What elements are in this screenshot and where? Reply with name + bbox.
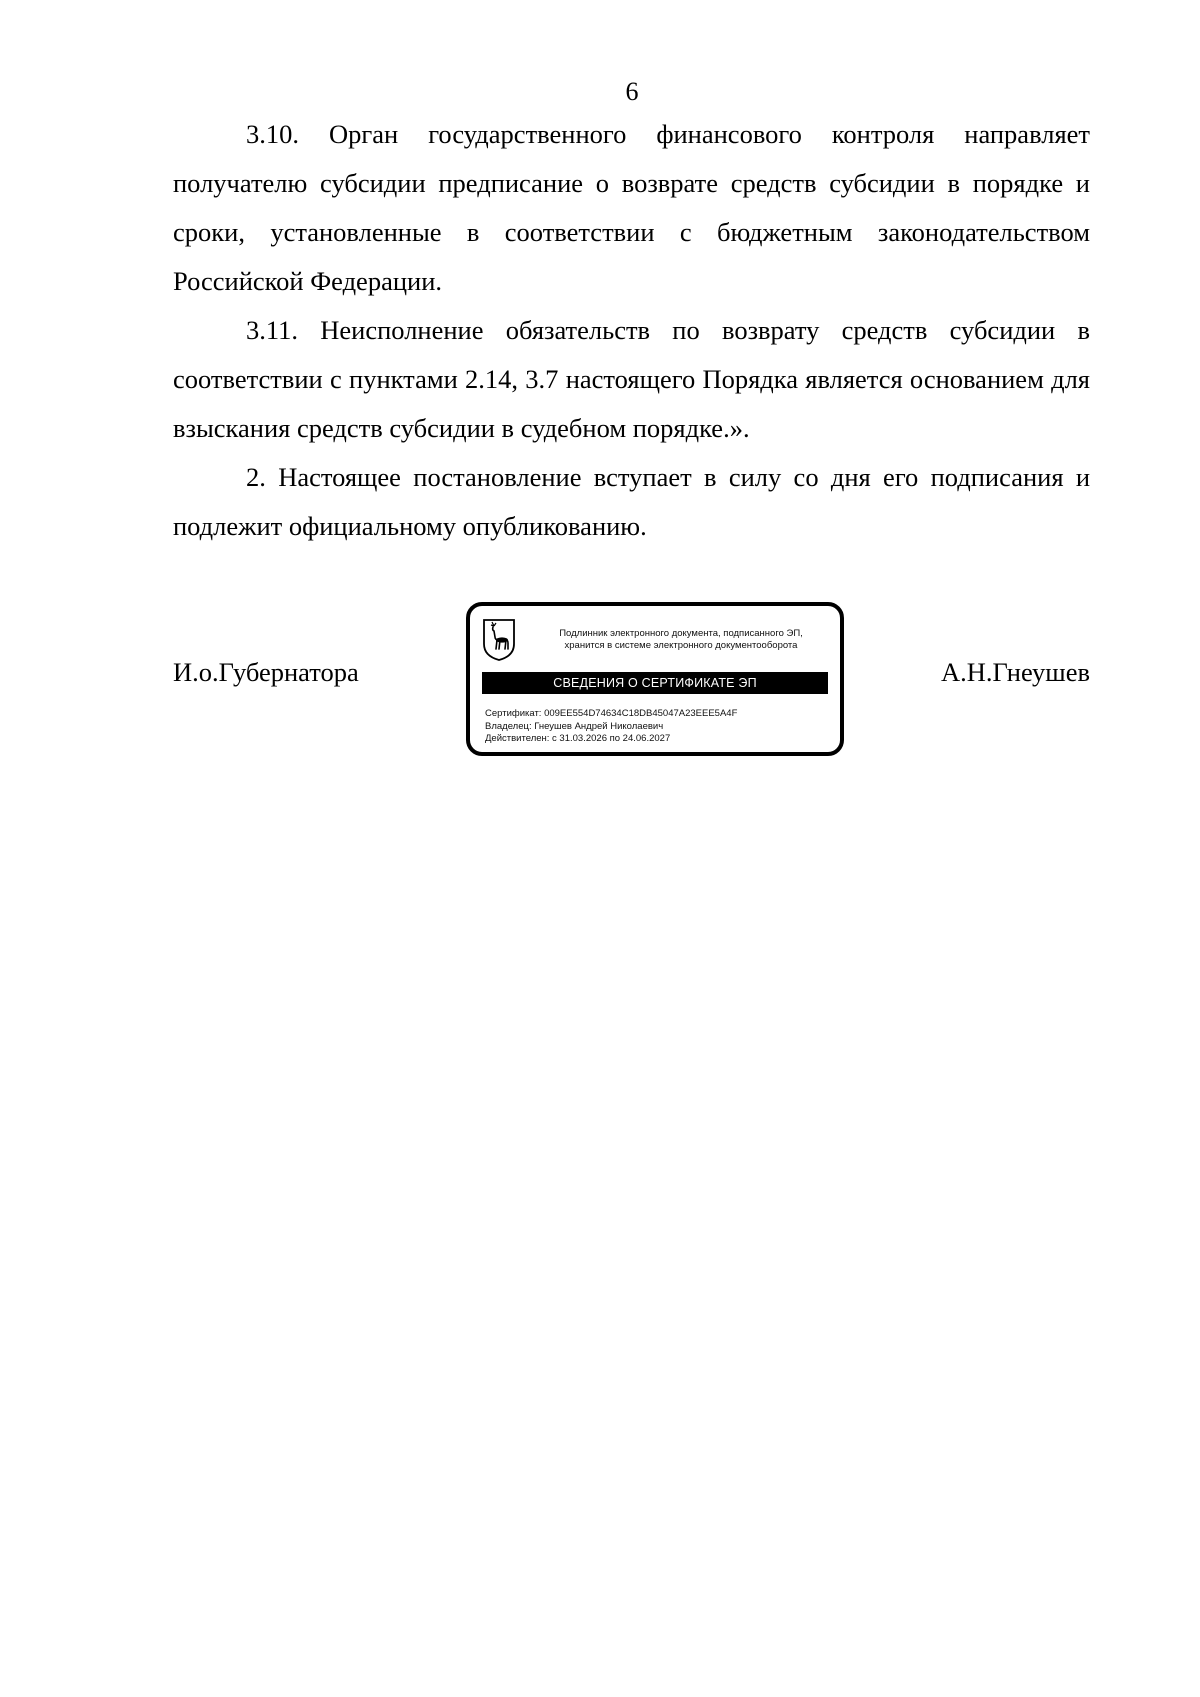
paragraph-3-11: 3.11. Неисполнение обязательств по возврату средств субсидии в соответствии с пунктами 2.14, 3.7 настоящего Порядка является основанием для взыскания средств субсидии в судебном порядке.». xyxy=(173,315,1090,443)
page-number: 6 xyxy=(625,77,639,106)
certificate-info-bar: СВЕДЕНИЯ О СЕРТИФИКАТЕ ЭП xyxy=(482,672,828,694)
paragraph-2: 2. Настоящее постановление вступает в силу со дня его подписания и подлежит официальному опубликованию. xyxy=(173,462,1090,541)
certificate-details xyxy=(485,708,737,746)
electronic-signature-stamp xyxy=(466,602,844,756)
paragraph-3-10: 3.10. Орган государственного финансового контроля направляет получателю субсидии предписание о возврате средств субсидии в порядке и сроки, установленные в соответствии с бюджетным законодательством Российской Федерации. xyxy=(173,119,1090,296)
stamp-header-line-1: Подлинник электронного документа, подписанного ЭП, xyxy=(559,628,803,639)
stamp-header-line-2: хранится в системе электронного документооборота xyxy=(564,640,798,651)
signature-block xyxy=(173,602,1090,764)
document-body xyxy=(173,110,1090,551)
certificate-number: Сертификат: 009EE554D74634C18DB45047A23EEE5A4F xyxy=(485,708,738,719)
signatory-position: И.о.Губернатора xyxy=(173,657,359,687)
coat-of-arms-deer-icon xyxy=(482,618,516,662)
stamp-header xyxy=(528,628,834,652)
certificate-owner: Владелец: Гнеушев Андрей Николаевич xyxy=(485,720,664,732)
signatory-name: А.Н.Гнеушев xyxy=(940,657,1090,687)
certificate-validity: Действителен: с 31.03.2026 по 24.06.2027 xyxy=(485,733,671,744)
